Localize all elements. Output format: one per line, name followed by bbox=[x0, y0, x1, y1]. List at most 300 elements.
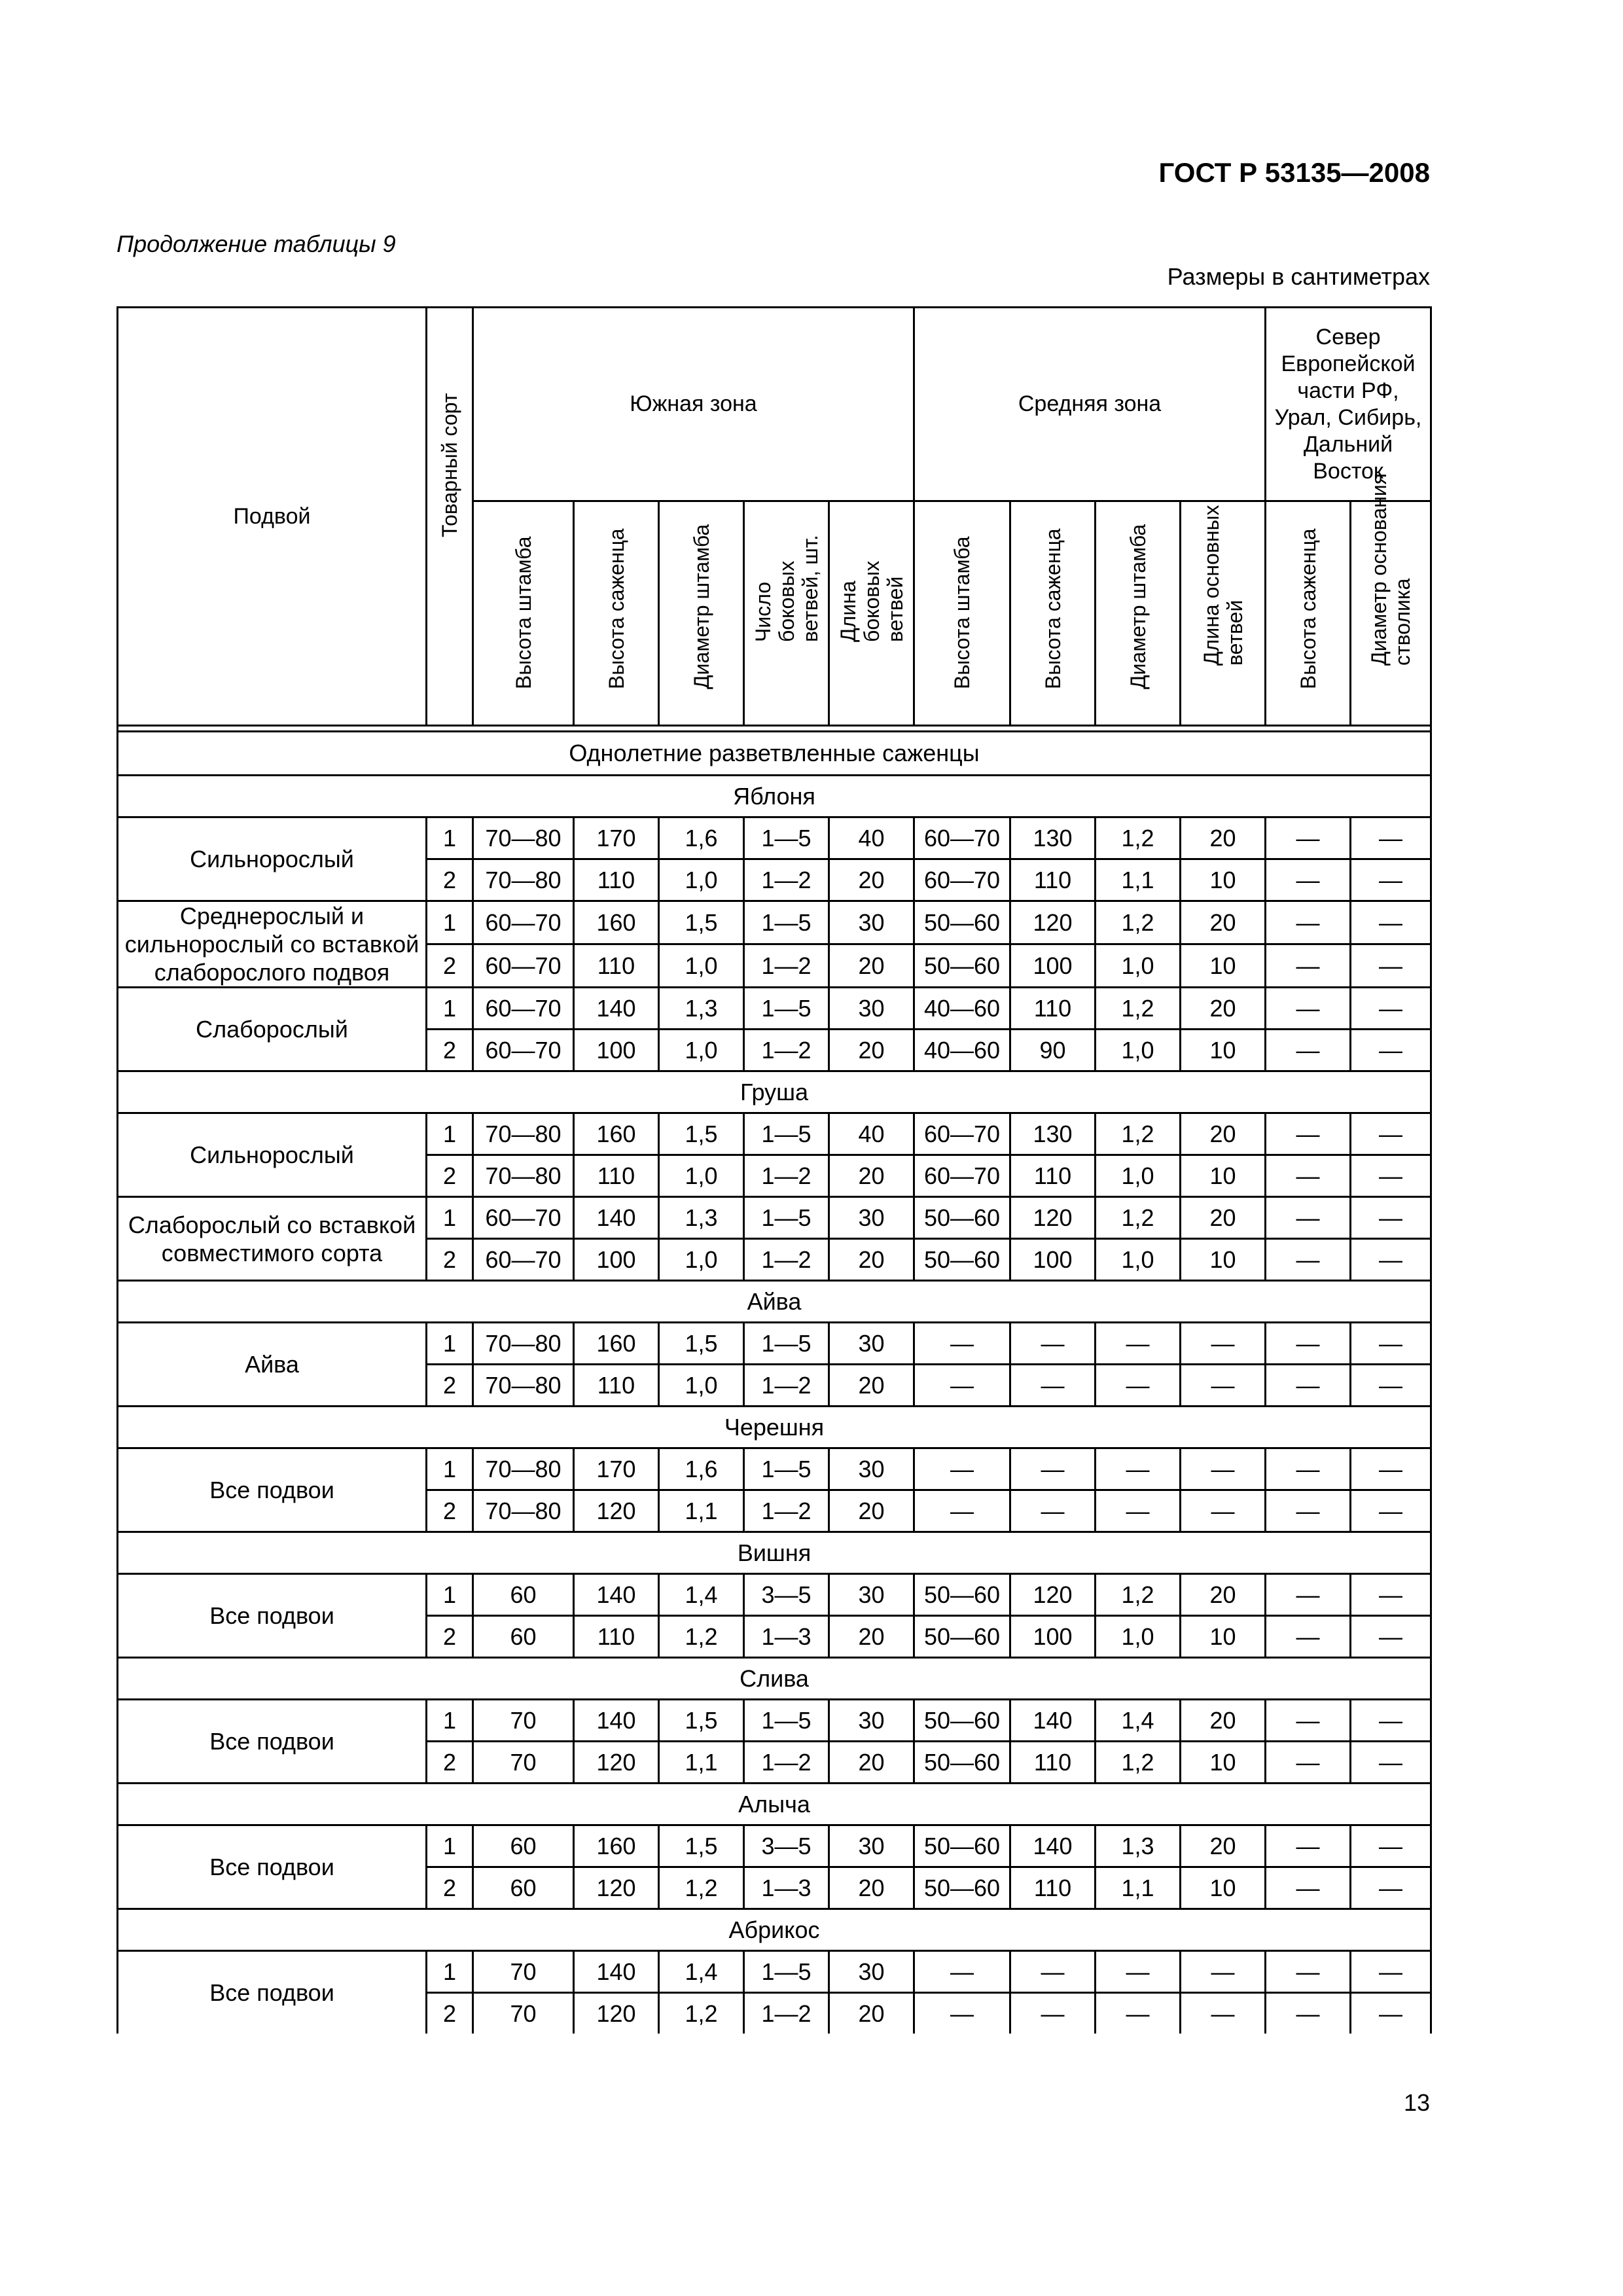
value-cell: 20 bbox=[829, 944, 914, 988]
value-cell: 1—2 bbox=[744, 1365, 829, 1407]
header-col-label: Длина боковых ветвей bbox=[836, 560, 907, 642]
value-cell: 10 bbox=[1181, 1239, 1266, 1281]
value-cell: 110 bbox=[1010, 859, 1096, 901]
value-cell: — bbox=[1351, 1742, 1431, 1784]
grade-cell: 1 bbox=[427, 1825, 473, 1867]
value-cell: 50—60 bbox=[914, 1867, 1010, 1909]
rootstock-cell: Сильнорослый bbox=[118, 817, 427, 901]
value-cell: 70 bbox=[473, 1742, 574, 1784]
grade-cell: 2 bbox=[427, 1490, 473, 1532]
rootstock-cell: Все подвои bbox=[118, 1448, 427, 1532]
header-col bbox=[1010, 501, 1096, 726]
value-cell: — bbox=[1351, 1490, 1431, 1532]
value-cell: — bbox=[1266, 1197, 1351, 1239]
value-cell: 70—80 bbox=[473, 859, 574, 901]
table-row bbox=[118, 901, 1431, 944]
section-title: Абрикос bbox=[118, 1909, 1431, 1951]
grade-cell: 1 bbox=[427, 1951, 473, 1993]
value-cell: 170 bbox=[574, 817, 659, 859]
value-cell: 120 bbox=[1010, 1197, 1096, 1239]
value-cell: — bbox=[1351, 1365, 1431, 1407]
value-cell: — bbox=[1351, 1323, 1431, 1365]
value-cell: 1—2 bbox=[744, 1993, 829, 2034]
value-cell: 50—60 bbox=[914, 944, 1010, 988]
value-cell: 1,5 bbox=[659, 1700, 744, 1742]
value-cell: 1,3 bbox=[659, 988, 744, 1030]
value-cell: 1,6 bbox=[659, 817, 744, 859]
value-cell: 140 bbox=[574, 1574, 659, 1616]
header-col-label: Высота саженца bbox=[604, 528, 628, 689]
header-col-label: Высота саженца bbox=[1296, 528, 1320, 689]
value-cell: — bbox=[1096, 1323, 1181, 1365]
value-cell: 1,4 bbox=[659, 1951, 744, 1993]
value-cell: 100 bbox=[1010, 1239, 1096, 1281]
value-cell: — bbox=[1181, 1951, 1266, 1993]
value-cell: — bbox=[1096, 1448, 1181, 1490]
value-cell: — bbox=[1266, 944, 1351, 988]
value-cell: 1,0 bbox=[659, 1239, 744, 1281]
header-zone-south: Южная зона bbox=[473, 308, 914, 501]
grade-cell: 2 bbox=[427, 1742, 473, 1784]
section-title: Черешня bbox=[118, 1407, 1431, 1448]
value-cell: 10 bbox=[1181, 1030, 1266, 1071]
section-row bbox=[118, 1909, 1431, 1951]
value-cell: 1,4 bbox=[659, 1574, 744, 1616]
value-cell: 60—70 bbox=[473, 1030, 574, 1071]
section-title: Груша bbox=[118, 1071, 1431, 1113]
rootstock-cell: Все подвои bbox=[118, 1951, 427, 2034]
table-continuation-caption: Продолжение таблицы 9 bbox=[116, 230, 396, 257]
value-cell: 40—60 bbox=[914, 1030, 1010, 1071]
value-cell: 110 bbox=[574, 1155, 659, 1197]
grade-cell: 2 bbox=[427, 1155, 473, 1197]
value-cell: — bbox=[914, 1490, 1010, 1532]
value-cell: — bbox=[1351, 944, 1431, 988]
value-cell: — bbox=[1010, 1993, 1096, 2034]
value-cell: 1—2 bbox=[744, 1239, 829, 1281]
value-cell: 20 bbox=[829, 1490, 914, 1532]
value-cell: 100 bbox=[574, 1239, 659, 1281]
section-row bbox=[118, 1784, 1431, 1825]
grade-cell: 2 bbox=[427, 859, 473, 901]
value-cell: 1,2 bbox=[659, 1993, 744, 2034]
value-cell: 40 bbox=[829, 1113, 914, 1155]
section-title: Алыча bbox=[118, 1784, 1431, 1825]
header-col-label: Диаметр штамба bbox=[689, 524, 713, 689]
value-cell: 160 bbox=[574, 1323, 659, 1365]
value-cell: 50—60 bbox=[914, 1574, 1010, 1616]
value-cell: — bbox=[1266, 1365, 1351, 1407]
value-cell: 110 bbox=[574, 859, 659, 901]
value-cell: 10 bbox=[1181, 1742, 1266, 1784]
value-cell: 1,5 bbox=[659, 901, 744, 944]
value-cell: — bbox=[1351, 1951, 1431, 1993]
rootstock-cell: Все подвои bbox=[118, 1574, 427, 1658]
value-cell: 1,0 bbox=[1096, 1030, 1181, 1071]
value-cell: 1,2 bbox=[1096, 817, 1181, 859]
value-cell: 70—80 bbox=[473, 817, 574, 859]
section-title: Вишня bbox=[118, 1532, 1431, 1574]
value-cell: 30 bbox=[829, 1700, 914, 1742]
value-cell: 60—70 bbox=[473, 1239, 574, 1281]
grade-cell: 2 bbox=[427, 1993, 473, 2034]
grade-cell: 1 bbox=[427, 1323, 473, 1365]
section-title: Яблоня bbox=[118, 776, 1431, 817]
value-cell: — bbox=[1266, 1448, 1351, 1490]
value-cell: 1,1 bbox=[659, 1490, 744, 1532]
grade-cell: 1 bbox=[427, 1113, 473, 1155]
section-title: Айва bbox=[118, 1281, 1431, 1323]
value-cell: 60—70 bbox=[914, 859, 1010, 901]
value-cell: — bbox=[1351, 1616, 1431, 1658]
value-cell: 10 bbox=[1181, 944, 1266, 988]
value-cell: 70—80 bbox=[473, 1365, 574, 1407]
table-row bbox=[118, 1197, 1431, 1239]
value-cell: 20 bbox=[1181, 901, 1266, 944]
rootstock-cell: Слаборослый со вставкой совместимого сорта bbox=[118, 1197, 427, 1281]
value-cell: 50—60 bbox=[914, 1239, 1010, 1281]
value-cell: 160 bbox=[574, 901, 659, 944]
value-cell: — bbox=[1266, 1155, 1351, 1197]
value-cell: 20 bbox=[1181, 1113, 1266, 1155]
value-cell: — bbox=[1010, 1951, 1096, 1993]
table-row bbox=[118, 1700, 1431, 1742]
value-cell: 20 bbox=[829, 1616, 914, 1658]
rootstock-cell: Все подвои bbox=[118, 1825, 427, 1909]
rootstock-cell: Слаборослый bbox=[118, 988, 427, 1071]
value-cell: — bbox=[1096, 1365, 1181, 1407]
value-cell: 110 bbox=[574, 944, 659, 988]
value-cell: 70—80 bbox=[473, 1155, 574, 1197]
value-cell: — bbox=[914, 1365, 1010, 1407]
table-row bbox=[118, 817, 1431, 859]
grade-cell: 1 bbox=[427, 817, 473, 859]
value-cell: 1—5 bbox=[744, 817, 829, 859]
value-cell: 1,0 bbox=[659, 859, 744, 901]
value-cell: 30 bbox=[829, 988, 914, 1030]
table-row bbox=[118, 1951, 1431, 1993]
value-cell: — bbox=[1351, 1867, 1431, 1909]
table-row bbox=[118, 988, 1431, 1030]
value-cell: — bbox=[1266, 1030, 1351, 1071]
value-cell: 70—80 bbox=[473, 1448, 574, 1490]
value-cell: 60—70 bbox=[914, 1113, 1010, 1155]
section-row bbox=[118, 1407, 1431, 1448]
value-cell: 140 bbox=[574, 1700, 659, 1742]
value-cell: — bbox=[1010, 1323, 1096, 1365]
value-cell: — bbox=[1351, 817, 1431, 859]
value-cell: 1—2 bbox=[744, 1742, 829, 1784]
value-cell: 100 bbox=[1010, 1616, 1096, 1658]
value-cell: 60 bbox=[473, 1616, 574, 1658]
value-cell: — bbox=[1181, 1365, 1266, 1407]
value-cell: 60 bbox=[473, 1825, 574, 1867]
value-cell: 10 bbox=[1181, 1616, 1266, 1658]
value-cell: 130 bbox=[1010, 817, 1096, 859]
value-cell: 20 bbox=[829, 1030, 914, 1071]
value-cell: — bbox=[914, 1993, 1010, 2034]
value-cell: 110 bbox=[574, 1616, 659, 1658]
value-cell: — bbox=[1351, 859, 1431, 901]
value-cell: 170 bbox=[574, 1448, 659, 1490]
grade-cell: 1 bbox=[427, 1574, 473, 1616]
value-cell: — bbox=[1266, 1825, 1351, 1867]
value-cell: — bbox=[1010, 1448, 1096, 1490]
header-col bbox=[1266, 501, 1351, 726]
value-cell: 1,1 bbox=[1096, 1867, 1181, 1909]
header-col bbox=[1181, 501, 1266, 726]
value-cell: 1—5 bbox=[744, 1951, 829, 1993]
value-cell: 3—5 bbox=[744, 1574, 829, 1616]
value-cell: 160 bbox=[574, 1825, 659, 1867]
value-cell: — bbox=[1351, 1030, 1431, 1071]
grade-cell: 2 bbox=[427, 1867, 473, 1909]
value-cell: 20 bbox=[829, 1155, 914, 1197]
header-grade-label: Товарный сорт bbox=[438, 393, 461, 537]
header-col bbox=[473, 501, 574, 726]
value-cell: — bbox=[1351, 1197, 1431, 1239]
value-cell: 20 bbox=[1181, 1825, 1266, 1867]
value-cell: 30 bbox=[829, 1448, 914, 1490]
value-cell: 1,4 bbox=[1096, 1700, 1181, 1742]
value-cell: 140 bbox=[1010, 1700, 1096, 1742]
header-col bbox=[829, 501, 914, 726]
section-row bbox=[118, 1532, 1431, 1574]
value-cell: 120 bbox=[574, 1742, 659, 1784]
section-row bbox=[118, 1658, 1431, 1700]
value-cell: 1—2 bbox=[744, 1155, 829, 1197]
value-cell: 1—2 bbox=[744, 859, 829, 901]
value-cell: 10 bbox=[1181, 1867, 1266, 1909]
value-cell: 1,5 bbox=[659, 1825, 744, 1867]
value-cell: — bbox=[1266, 1574, 1351, 1616]
value-cell: — bbox=[1266, 1113, 1351, 1155]
value-cell: — bbox=[1351, 1113, 1431, 1155]
value-cell: — bbox=[914, 1448, 1010, 1490]
value-cell: 60—70 bbox=[473, 988, 574, 1030]
header-zone-middle: Средняя зона bbox=[914, 308, 1266, 501]
value-cell: 1,2 bbox=[1096, 1574, 1181, 1616]
value-cell: 1,0 bbox=[659, 1155, 744, 1197]
value-cell: — bbox=[1266, 1323, 1351, 1365]
value-cell: 110 bbox=[1010, 1155, 1096, 1197]
value-cell: 3—5 bbox=[744, 1825, 829, 1867]
value-cell: 70—80 bbox=[473, 1113, 574, 1155]
value-cell: 1,2 bbox=[1096, 1742, 1181, 1784]
value-cell: 50—60 bbox=[914, 1742, 1010, 1784]
header-col-label: Диаметр основания стволика bbox=[1367, 473, 1415, 666]
value-cell: 100 bbox=[1010, 944, 1096, 988]
value-cell: 1,2 bbox=[1096, 901, 1181, 944]
value-cell: 140 bbox=[1010, 1825, 1096, 1867]
value-cell: 1—5 bbox=[744, 1113, 829, 1155]
value-cell: 1,1 bbox=[1096, 859, 1181, 901]
value-cell: 70 bbox=[473, 1700, 574, 1742]
value-cell: 50—60 bbox=[914, 1197, 1010, 1239]
table-row bbox=[118, 1448, 1431, 1490]
value-cell: 30 bbox=[829, 1197, 914, 1239]
value-cell: — bbox=[1181, 1490, 1266, 1532]
header-gap-cell bbox=[118, 726, 1431, 732]
value-cell: 20 bbox=[1181, 1700, 1266, 1742]
value-cell: 20 bbox=[829, 1867, 914, 1909]
value-cell: 60 bbox=[473, 1574, 574, 1616]
value-cell: 1—5 bbox=[744, 1448, 829, 1490]
value-cell: 30 bbox=[829, 901, 914, 944]
value-cell: — bbox=[1266, 988, 1351, 1030]
table-row bbox=[118, 1113, 1431, 1155]
value-cell: 60 bbox=[473, 1867, 574, 1909]
value-cell: — bbox=[1266, 1239, 1351, 1281]
value-cell: 50—60 bbox=[914, 1616, 1010, 1658]
value-cell: 70—80 bbox=[473, 1490, 574, 1532]
value-cell: 20 bbox=[1181, 1197, 1266, 1239]
value-cell: — bbox=[1351, 1155, 1431, 1197]
value-cell: — bbox=[1351, 1448, 1431, 1490]
value-cell: — bbox=[1181, 1323, 1266, 1365]
value-cell: 1—5 bbox=[744, 1197, 829, 1239]
rootstock-cell: Среднерослый и сильнорослый со вставкой слаборослого подвоя bbox=[118, 901, 427, 988]
header-col-label: Диаметр штамба bbox=[1126, 524, 1150, 689]
value-cell: 120 bbox=[1010, 1574, 1096, 1616]
grade-cell: 2 bbox=[427, 1616, 473, 1658]
value-cell: 40 bbox=[829, 817, 914, 859]
value-cell: 110 bbox=[1010, 1742, 1096, 1784]
value-cell: — bbox=[1096, 1490, 1181, 1532]
value-cell: 60—70 bbox=[473, 1197, 574, 1239]
value-cell: — bbox=[1096, 1951, 1181, 1993]
value-cell: — bbox=[1351, 1574, 1431, 1616]
page-number: 13 bbox=[1403, 2089, 1430, 2116]
value-cell: 60—70 bbox=[914, 817, 1010, 859]
seedling-table bbox=[116, 306, 1432, 2034]
value-cell: 1,0 bbox=[1096, 1239, 1181, 1281]
value-cell: 50—60 bbox=[914, 1700, 1010, 1742]
header-col bbox=[744, 501, 829, 726]
value-cell: 10 bbox=[1181, 859, 1266, 901]
value-cell: 1,0 bbox=[659, 1030, 744, 1071]
grade-cell: 2 bbox=[427, 1239, 473, 1281]
value-cell: 20 bbox=[1181, 1574, 1266, 1616]
value-cell: 20 bbox=[829, 1239, 914, 1281]
value-cell: 1,3 bbox=[1096, 1825, 1181, 1867]
header-col-label: Высота штамба bbox=[511, 536, 535, 689]
value-cell: 120 bbox=[1010, 901, 1096, 944]
value-cell: — bbox=[1266, 817, 1351, 859]
value-cell: 120 bbox=[574, 1993, 659, 2034]
value-cell: — bbox=[1181, 1993, 1266, 2034]
value-cell: 50—60 bbox=[914, 901, 1010, 944]
header-col-label: Высота саженца bbox=[1041, 528, 1065, 689]
value-cell: 1,2 bbox=[659, 1616, 744, 1658]
header-col bbox=[659, 501, 744, 726]
value-cell: 1,6 bbox=[659, 1448, 744, 1490]
value-cell: 20 bbox=[1181, 817, 1266, 859]
value-cell: 1—3 bbox=[744, 1867, 829, 1909]
value-cell: — bbox=[1266, 1700, 1351, 1742]
value-cell: 20 bbox=[1181, 988, 1266, 1030]
value-cell: 1,3 bbox=[659, 1197, 744, 1239]
value-cell: — bbox=[1266, 859, 1351, 901]
header-zone-north: Север Европейской части РФ, Урал, Сибирь, Дальний Восток bbox=[1266, 308, 1431, 501]
value-cell: 110 bbox=[1010, 1867, 1096, 1909]
value-cell: — bbox=[1351, 1239, 1431, 1281]
table-row bbox=[118, 1825, 1431, 1867]
value-cell: 30 bbox=[829, 1825, 914, 1867]
value-cell: 1,0 bbox=[659, 944, 744, 988]
value-cell: 1—5 bbox=[744, 1700, 829, 1742]
value-cell: 130 bbox=[1010, 1113, 1096, 1155]
header-col-label: Высота штамба bbox=[950, 536, 974, 689]
value-cell: 60—70 bbox=[473, 901, 574, 944]
value-cell: — bbox=[1266, 901, 1351, 944]
value-cell: 120 bbox=[574, 1867, 659, 1909]
value-cell: — bbox=[1351, 988, 1431, 1030]
value-cell: — bbox=[914, 1323, 1010, 1365]
value-cell: 10 bbox=[1181, 1155, 1266, 1197]
value-cell: 1—5 bbox=[744, 1323, 829, 1365]
header-grade bbox=[427, 308, 473, 726]
header-col bbox=[1096, 501, 1181, 726]
value-cell: — bbox=[1266, 1616, 1351, 1658]
value-cell: 1,0 bbox=[1096, 944, 1181, 988]
value-cell: 140 bbox=[574, 1951, 659, 1993]
header-rootstock: Подвой bbox=[118, 308, 427, 726]
value-cell: 120 bbox=[574, 1490, 659, 1532]
value-cell: — bbox=[1266, 1993, 1351, 2034]
value-cell: 50—60 bbox=[914, 1825, 1010, 1867]
value-cell: — bbox=[1351, 1700, 1431, 1742]
value-cell: 1—5 bbox=[744, 988, 829, 1030]
table-row bbox=[118, 1574, 1431, 1616]
table-body bbox=[118, 732, 1431, 2034]
value-cell: 60—70 bbox=[473, 944, 574, 988]
header-col-label: Длина основных ветвей bbox=[1199, 505, 1247, 666]
value-cell: 160 bbox=[574, 1113, 659, 1155]
value-cell: 140 bbox=[574, 1197, 659, 1239]
rootstock-cell: Все подвои bbox=[118, 1700, 427, 1784]
value-cell: 70—80 bbox=[473, 1323, 574, 1365]
rootstock-cell: Сильнорослый bbox=[118, 1113, 427, 1197]
value-cell: — bbox=[1266, 1742, 1351, 1784]
value-cell: 1—3 bbox=[744, 1616, 829, 1658]
value-cell: 30 bbox=[829, 1574, 914, 1616]
value-cell: — bbox=[1351, 1993, 1431, 2034]
grade-cell: 2 bbox=[427, 1030, 473, 1071]
value-cell: 110 bbox=[574, 1365, 659, 1407]
value-cell: — bbox=[914, 1951, 1010, 1993]
value-cell: 20 bbox=[829, 1365, 914, 1407]
value-cell: 1,0 bbox=[1096, 1155, 1181, 1197]
section-row bbox=[118, 1281, 1431, 1323]
value-cell: — bbox=[1351, 1825, 1431, 1867]
value-cell: 1,2 bbox=[1096, 988, 1181, 1030]
value-cell: 1,0 bbox=[1096, 1616, 1181, 1658]
grade-cell: 1 bbox=[427, 1448, 473, 1490]
section-title: Слива bbox=[118, 1658, 1431, 1700]
value-cell: — bbox=[1010, 1490, 1096, 1532]
header-col bbox=[574, 501, 659, 726]
value-cell: 140 bbox=[574, 988, 659, 1030]
header-gap bbox=[118, 726, 1431, 732]
value-cell: — bbox=[1010, 1365, 1096, 1407]
value-cell: 100 bbox=[574, 1030, 659, 1071]
grade-cell: 2 bbox=[427, 1365, 473, 1407]
value-cell: 70 bbox=[473, 1993, 574, 2034]
value-cell: 60—70 bbox=[914, 1155, 1010, 1197]
value-cell: 90 bbox=[1010, 1030, 1096, 1071]
value-cell: 1,2 bbox=[1096, 1113, 1181, 1155]
